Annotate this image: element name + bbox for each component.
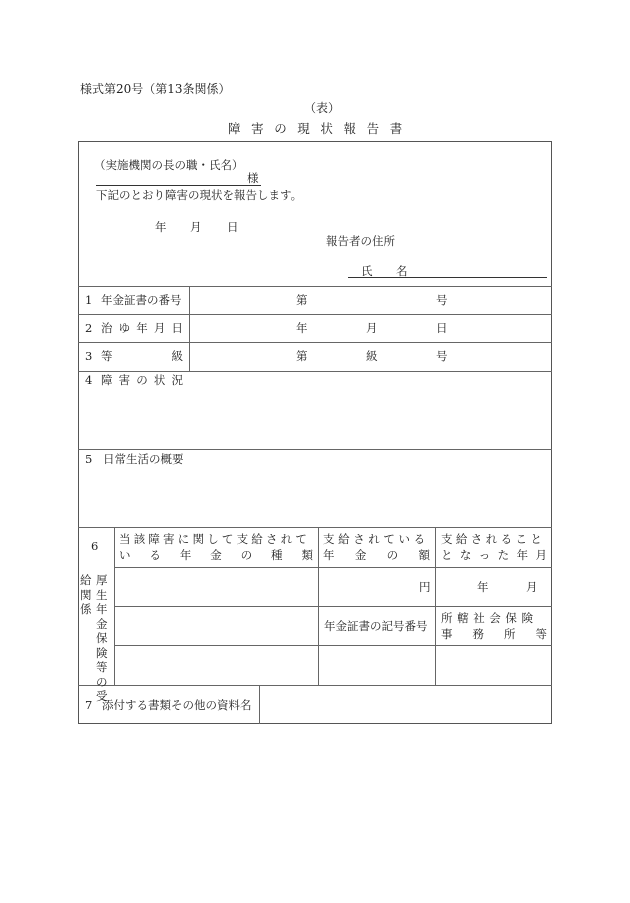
row5-number: 5 bbox=[85, 452, 93, 466]
row2-month: 月 bbox=[366, 321, 378, 335]
row6-side-label-col2: 給関係 bbox=[80, 573, 92, 616]
row3-number: 3 bbox=[85, 349, 93, 363]
header-char: 月 bbox=[535, 548, 547, 562]
header-char: る bbox=[149, 548, 161, 562]
row4-label bbox=[101, 372, 183, 388]
row2-day: 日 bbox=[436, 321, 448, 335]
rule bbox=[78, 527, 552, 528]
row1-number: 1 bbox=[85, 293, 93, 307]
row2-label bbox=[101, 320, 183, 336]
row2-label-char: ゆ bbox=[118, 321, 131, 335]
date-year: 年 bbox=[155, 220, 167, 234]
reporter-name-label-2: 名 bbox=[396, 264, 408, 278]
start-month-label: 月 bbox=[526, 580, 538, 594]
header-char: っ bbox=[478, 548, 491, 562]
row4-number: 4 bbox=[85, 373, 93, 387]
row3-label bbox=[101, 348, 183, 364]
statement: 下記のとおり障害の現状を報告します。 bbox=[96, 188, 303, 202]
row2-label-char: 治 bbox=[101, 321, 113, 335]
pension-type-field-3[interactable] bbox=[115, 646, 317, 684]
header-char: 金 bbox=[354, 548, 367, 562]
header-text: 当該障害に関して支給されて bbox=[119, 532, 311, 546]
date-day: 日 bbox=[227, 220, 239, 234]
header-char: 年 bbox=[323, 548, 335, 562]
header-char: 類 bbox=[301, 548, 313, 562]
header-char: 種 bbox=[271, 548, 283, 562]
row1-go: 号 bbox=[436, 293, 448, 307]
row1-dai: 第 bbox=[296, 293, 308, 307]
form-number: 様式第20号（第13条関係） bbox=[80, 82, 231, 96]
row7-label: 添付する書類その他の資料名 bbox=[102, 698, 252, 712]
header-char: の bbox=[386, 548, 399, 562]
header-char: 額 bbox=[418, 548, 430, 562]
row6-number: 6 bbox=[91, 539, 99, 553]
row3-kyu: 級 bbox=[366, 349, 378, 363]
reporter-name-underline[interactable] bbox=[348, 277, 547, 278]
addressee-label: （実施機関の長の職・氏名） bbox=[94, 158, 244, 172]
reporter-address-label: 報告者の住所 bbox=[326, 234, 395, 248]
attached-documents-field[interactable] bbox=[260, 686, 551, 723]
row1-label: 年金証書の番号 bbox=[101, 293, 182, 307]
header-char: 年 bbox=[179, 548, 192, 562]
row4-label-char: 状 bbox=[153, 373, 166, 387]
header-pension-type-line2 bbox=[119, 547, 313, 563]
row2-label-char: 年 bbox=[136, 321, 148, 335]
row3-label-char: 級 bbox=[171, 349, 183, 363]
office-char: 等 bbox=[535, 627, 547, 641]
row2-label-char: 月 bbox=[153, 321, 166, 335]
date-month: 月 bbox=[190, 220, 202, 234]
row4-label-char: 害 bbox=[118, 373, 131, 387]
header-char: な bbox=[459, 548, 472, 562]
row2-number: 2 bbox=[85, 321, 93, 335]
row2-year: 年 bbox=[296, 321, 308, 335]
header-start-month-line2 bbox=[441, 547, 547, 563]
certificate-symbol-number-field[interactable] bbox=[319, 646, 434, 684]
row4-label-char: 障 bbox=[101, 373, 113, 387]
daily-life-summary-field[interactable] bbox=[79, 469, 551, 526]
start-year-label: 年 bbox=[477, 580, 489, 594]
row3-dai: 第 bbox=[296, 349, 308, 363]
header-start-month-line1: 支給されること bbox=[441, 532, 546, 546]
office-label-line2 bbox=[441, 626, 547, 642]
pension-type-field-2[interactable] bbox=[115, 607, 317, 644]
rule bbox=[78, 449, 552, 450]
office-char: 事 bbox=[441, 627, 453, 641]
yen-label: 円 bbox=[419, 580, 431, 594]
office-label-line1: 所轄社会保険 bbox=[441, 611, 538, 625]
pension-type-field-1[interactable] bbox=[115, 568, 317, 605]
row5-label: 日常生活の概要 bbox=[103, 452, 184, 466]
office-char: 務 bbox=[472, 627, 484, 641]
row7-number: 7 bbox=[85, 698, 93, 712]
row2-label-char: 日 bbox=[171, 321, 183, 335]
header-char: 金 bbox=[210, 548, 222, 562]
disability-status-field[interactable] bbox=[79, 390, 551, 448]
row4-label-char: 況 bbox=[171, 373, 183, 387]
header-char: 年 bbox=[516, 548, 529, 562]
row6-side-label-col1: 厚生年金保険等の受 bbox=[96, 573, 108, 703]
header-pension-type-line1 bbox=[119, 531, 313, 547]
certificate-symbol-number-label: 年金証書の記号番号 bbox=[324, 619, 428, 633]
row4-label-char: の bbox=[136, 373, 148, 387]
side-label: （表） bbox=[304, 101, 341, 115]
header-char: と bbox=[441, 548, 453, 562]
header-char: た bbox=[497, 548, 510, 562]
header-pension-amount-line1: 支給されている bbox=[323, 532, 429, 546]
reporter-name-label-1: 氏 bbox=[361, 264, 373, 278]
row3-label-char: 等 bbox=[101, 349, 113, 363]
header-char: い bbox=[119, 548, 131, 562]
honorific: 様 bbox=[247, 171, 259, 185]
addressee-underline[interactable] bbox=[96, 185, 261, 186]
header-pension-amount-line2 bbox=[323, 547, 430, 563]
pension-certificate-number-field[interactable] bbox=[190, 286, 552, 314]
row3-go: 号 bbox=[436, 349, 448, 363]
office-field[interactable] bbox=[436, 646, 551, 684]
pension-amount-field[interactable] bbox=[319, 568, 434, 605]
document-title: 障害の現状報告書 bbox=[228, 121, 413, 136]
header-char: の bbox=[240, 548, 253, 562]
office-char: 所 bbox=[504, 627, 516, 641]
